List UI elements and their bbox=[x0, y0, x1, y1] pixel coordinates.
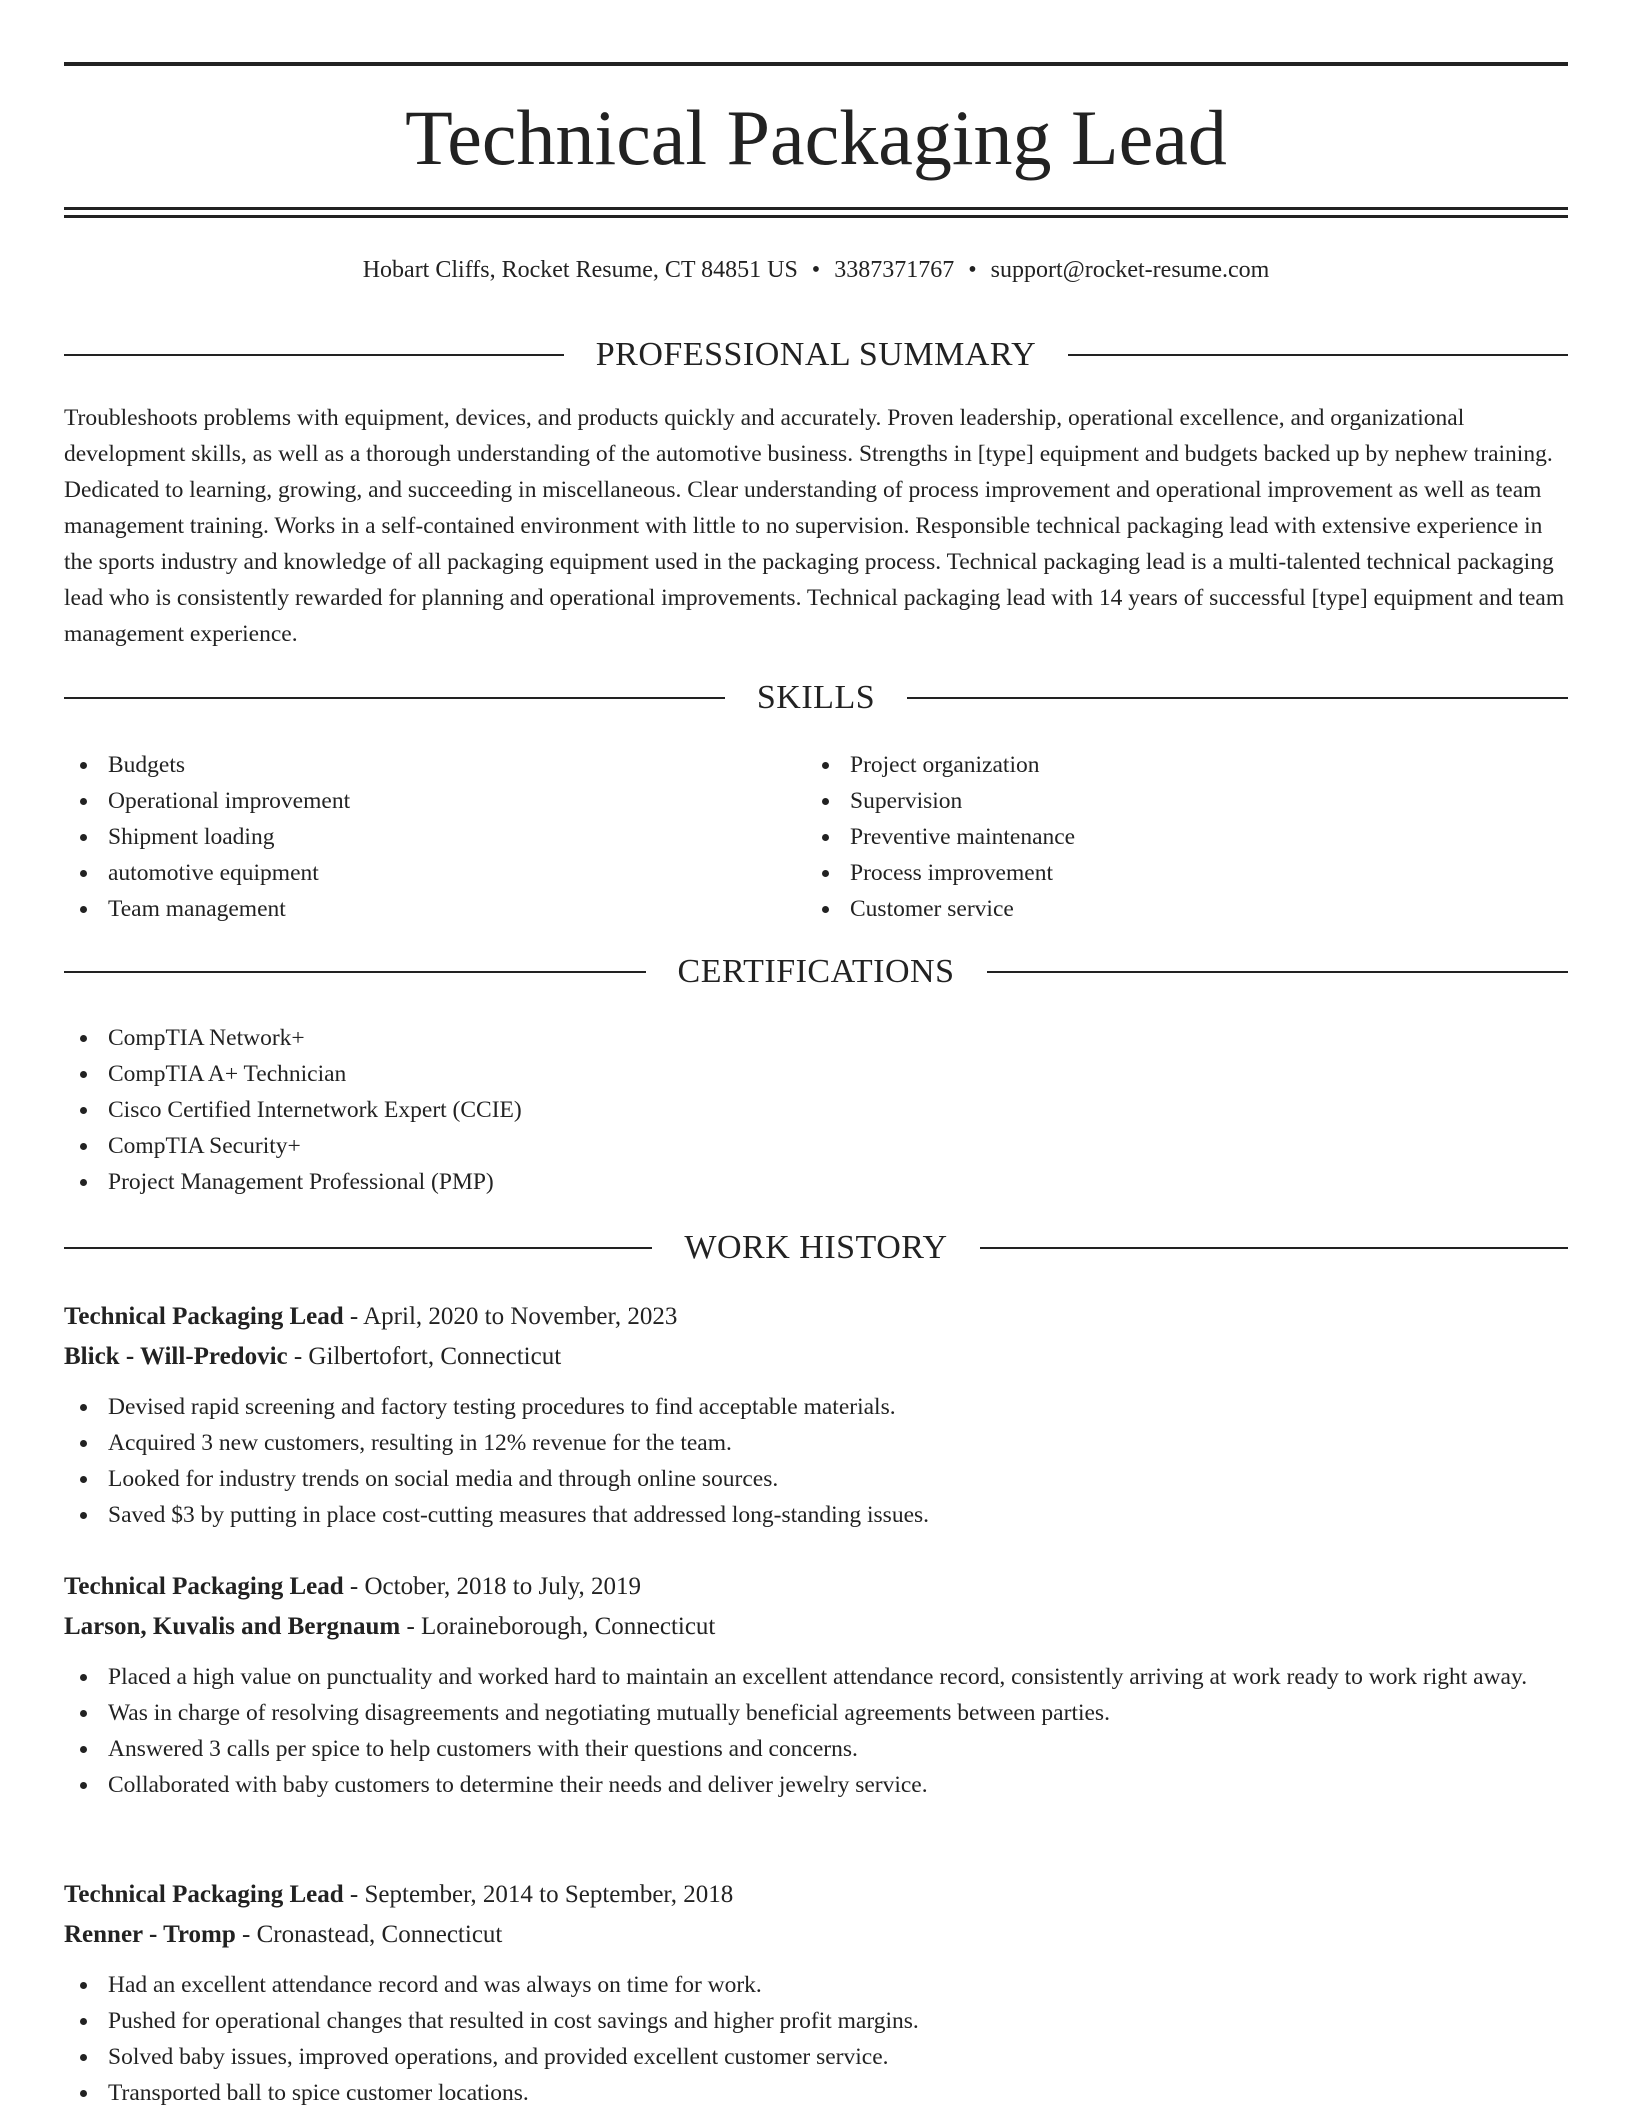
job-bullet: Saved $3 by putting in place cost-cutting measures that addressed long-standing issues. bbox=[64, 1497, 1568, 1533]
contact-address: Hobart Cliffs, Rocket Resume, CT 84851 US bbox=[362, 257, 798, 283]
summary-paragraph: Troubleshoots problems with equipment, devices, and products quickly and accurately. Proven leadership, operational excellence, and organizational development skills, as well as a thorough understanding of the automotive business. Strengths in [type] equipment and budgets backed up by nephew training. Dedicated to learning, growing, and succeeding in miscellaneous. Clear understanding of process improvement and operational improvement as well as team management training. Works in a self-contained environment with little to no supervision. Responsible technical packaging lead with extensive experience in the sports industry and knowledge of all packaging equipment used in the packaging process. Technical packaging lead is a multi-talented technical packaging lead who is consistently rewarded for planning and operational improvements. Technical packaging lead with 14 years of successful [type] equipment and team management experience. bbox=[64, 405, 1565, 647]
certification-item: Cisco Certified Internetwork Expert (CCIE) bbox=[64, 1092, 1264, 1128]
job-entry bbox=[64, 1297, 1568, 1533]
heading-rule bbox=[64, 697, 725, 699]
heading-rule bbox=[64, 1247, 652, 1249]
skill-item: automotive equipment bbox=[64, 855, 764, 891]
job-bullets bbox=[64, 1659, 1568, 1803]
job-bullets bbox=[64, 1967, 1568, 2111]
job-bullet: Placed a high value on punctuality and worked hard to maintain an excellent attendance record, consistently arriving at work ready to work right away. bbox=[64, 1659, 1568, 1695]
job-dates: - September, 2014 to September, 2018 bbox=[343, 1881, 734, 1908]
job-company-line bbox=[64, 1915, 1568, 1955]
job-bullet: Acquired 3 new customers, resulting in 12% revenue for the team. bbox=[64, 1425, 1568, 1461]
job-company: Larson, Kuvalis and Bergnaum bbox=[64, 1613, 401, 1640]
job-title-line bbox=[64, 1567, 1568, 1607]
resume-title: Technical Packaging Lead bbox=[405, 94, 1227, 181]
heading-rule bbox=[980, 1247, 1568, 1249]
job-location: - Loraineborough, Connecticut bbox=[400, 1613, 716, 1640]
skills-list-right bbox=[806, 747, 1506, 927]
job-company: Renner - Tromp bbox=[64, 1921, 236, 1948]
title-rule-upper bbox=[64, 207, 1568, 210]
section-heading-certifications bbox=[64, 950, 1568, 994]
job-bullet: Pushed for operational changes that resulted in cost savings and higher profit margins. bbox=[64, 2003, 1568, 2039]
section-heading-summary bbox=[64, 333, 1568, 377]
job-bullet: Transported ball to spice customer locations. bbox=[64, 2075, 1568, 2111]
job-bullet: Answered 3 calls per spice to help customers with their questions and concerns. bbox=[64, 1731, 1568, 1767]
heading-rule bbox=[907, 697, 1568, 699]
job-bullet: Collaborated with baby customers to determine their needs and deliver jewelry service. bbox=[64, 1767, 1568, 1803]
title-rule-lower bbox=[64, 215, 1568, 218]
skills-list-left bbox=[64, 747, 764, 927]
skill-item: Budgets bbox=[64, 747, 764, 783]
skill-item: Operational improvement bbox=[64, 783, 764, 819]
top-rule bbox=[64, 62, 1568, 66]
certifications-list bbox=[64, 1020, 1264, 1200]
section-title: PROFESSIONAL SUMMARY bbox=[595, 336, 1037, 373]
job-role: Technical Packaging Lead bbox=[64, 1881, 344, 1908]
contact-separator: • bbox=[968, 257, 977, 283]
contact-phone: 3387371767 bbox=[834, 257, 955, 283]
job-dates: - April, 2020 to November, 2023 bbox=[343, 1303, 678, 1330]
contact-email[interactable]: support@rocket-resume.com bbox=[990, 257, 1270, 283]
section-title: SKILLS bbox=[756, 679, 876, 716]
job-location: - Gilbertofort, Connecticut bbox=[287, 1343, 562, 1370]
skill-item: Project organization bbox=[806, 747, 1506, 783]
job-entry bbox=[64, 1567, 1568, 1803]
certification-item: CompTIA Security+ bbox=[64, 1128, 1264, 1164]
skill-item: Preventive maintenance bbox=[806, 819, 1506, 855]
section-title: WORK HISTORY bbox=[684, 1229, 948, 1266]
job-company: Blick - Will-Predovic bbox=[64, 1343, 288, 1370]
job-bullet: Solved baby issues, improved operations, and provided excellent customer service. bbox=[64, 2039, 1568, 2075]
job-entry bbox=[64, 1875, 1568, 2111]
heading-rule bbox=[987, 971, 1569, 973]
skill-item: Supervision bbox=[806, 783, 1506, 819]
job-dates: - October, 2018 to July, 2019 bbox=[343, 1573, 642, 1600]
skill-item: Process improvement bbox=[806, 855, 1506, 891]
job-bullet: Was in charge of resolving disagreements and negotiating mutually beneficial agreements between parties. bbox=[64, 1695, 1568, 1731]
heading-rule bbox=[64, 354, 564, 356]
skill-item: Team management bbox=[64, 891, 764, 927]
certification-item: Project Management Professional (PMP) bbox=[64, 1164, 1264, 1200]
skill-item: Shipment loading bbox=[64, 819, 764, 855]
job-bullet: Had an excellent attendance record and was always on time for work. bbox=[64, 1967, 1568, 2003]
certification-item: CompTIA A+ Technician bbox=[64, 1056, 1264, 1092]
skill-item: Customer service bbox=[806, 891, 1506, 927]
job-title-line bbox=[64, 1297, 1568, 1337]
heading-rule bbox=[64, 971, 646, 973]
job-role: Technical Packaging Lead bbox=[64, 1573, 344, 1600]
job-bullets bbox=[64, 1389, 1568, 1533]
section-title: CERTIFICATIONS bbox=[677, 953, 955, 990]
job-bullet: Looked for industry trends on social media and through online sources. bbox=[64, 1461, 1568, 1497]
certification-item: CompTIA Network+ bbox=[64, 1020, 1264, 1056]
job-company-line bbox=[64, 1337, 1568, 1377]
heading-rule bbox=[1068, 354, 1568, 356]
job-company-line bbox=[64, 1607, 1568, 1647]
contact-line bbox=[64, 252, 1568, 288]
section-heading-work-history bbox=[64, 1226, 1568, 1270]
job-role: Technical Packaging Lead bbox=[64, 1303, 344, 1330]
job-bullet: Devised rapid screening and factory testing procedures to find acceptable materials. bbox=[64, 1389, 1568, 1425]
job-location: - Cronastead, Connecticut bbox=[235, 1921, 503, 1948]
contact-separator: • bbox=[811, 257, 821, 283]
job-title-line bbox=[64, 1875, 1568, 1915]
section-heading-skills bbox=[64, 676, 1568, 720]
